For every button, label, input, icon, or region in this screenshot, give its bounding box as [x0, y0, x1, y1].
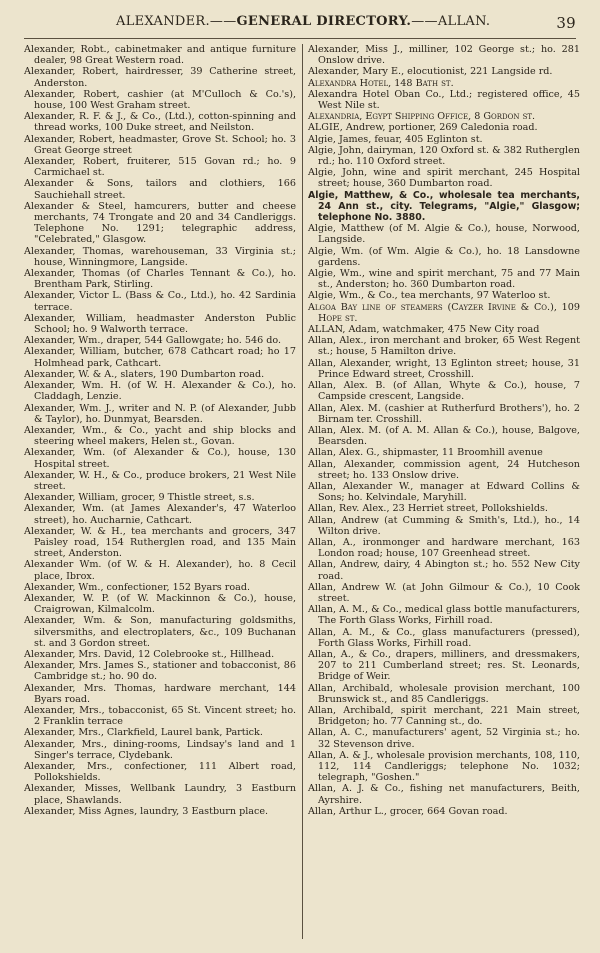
directory-entry: Alexander & Sons, tailors and clothiers, 166 Sauchiehall street.	[24, 178, 296, 201]
directory-entry: Algie, Matthew (of M. Algie & Co.), house, Norwood, Langside.	[307, 223, 580, 246]
directory-entry: Alexander, Wm. & Son, manufacturing goldsmiths, silversmiths, and electroplaters, &c., 109 Buchanan st. and 3 Gordon street.	[24, 615, 296, 649]
directory-entry: Alexander, Mrs., confectioner, 111 Albert road, Pollokshields.	[24, 761, 296, 784]
directory-entry: Alexander, W. P. (of W. Mackinnon & Co.), house, Craigrowan, Kilmalcolm.	[24, 592, 296, 616]
directory-entry: Alexander, Mrs., tobacconist, 65 St. Vincent street; ho. 2 Franklin terrace	[24, 704, 296, 728]
directory-entry: Allan, Andrew (at Cumming & Smith's, Ltd.), ho., 14 Wilton drive.	[307, 514, 580, 537]
directory-entry: Alexandra Hotel, 148 Bath st.	[307, 77, 454, 89]
directory-entry: Alexander, Victor L. (Bass & Co., Ltd.), ho. 42 Sardinia terrace.	[24, 290, 296, 313]
directory-entry: Alexander, Wm. H. (of W. H. Alexander & Co.), ho. Claddagh, Lenzie.	[24, 380, 296, 403]
directory-entry: Allan, Alexander, wright, 13 Eglinton street; house, 31 Prince Edward street, Crosshill.	[307, 357, 580, 380]
header-dash-right: ——	[411, 14, 438, 29]
directory-entry: Allan, Alex., iron merchant and broker, 65 West Regent st.; house, 5 Hamilton drive.	[307, 335, 580, 358]
directory-entry: Allan, Alex. M. (cashier at Rutherfurd Brothers'), ho. 2 Birnam ter. Crosshill.	[307, 402, 580, 425]
directory-entry: Allan, A. C., manufacturers' agent, 52 Virginia st.; ho. 32 Stevenson drive.	[307, 727, 580, 750]
directory-entry: Algie, Wm., & Co., tea merchants, 97 Waterloo st.	[307, 290, 551, 302]
directory-entry: Algie, Wm. (of Wm. Algie & Co.), ho. 18 Lansdowne gardens.	[307, 245, 580, 268]
directory-entry: Algoa Bay line of steamers (Cayzer Irvine & Co.), 109 Hope st.	[307, 301, 580, 324]
directory-entry: Algie, Matthew, & Co., wholesale tea merchants, 24 Ann st., city. Telegrams, "Algie," Glasgow; telephone No. 3880.	[307, 189, 580, 224]
directory-entry: Allan, A., & Co., drapers, milliners, and dressmakers, 207 to 211 Cumberland street; res. St. Leonards, Bridge of Weir.	[307, 648, 580, 683]
directory-entry: Alexander, William, butcher, 678 Cathcart road; ho 17 Holmhead park, Cathcart.	[24, 346, 296, 369]
directory-entry: Alexander, Miss Agnes, laundry, 3 Eastburn place.	[24, 805, 269, 817]
page-header	[24, 14, 576, 34]
directory-entry: Alexander, Wm. (of Alexander & Co.), house, 130 Hospital street.	[24, 447, 296, 470]
directory-entry: Allan, Arthur L., grocer, 664 Govan road.	[307, 805, 508, 817]
running-head-left: ALEXANDER.	[116, 14, 210, 29]
directory-entry: Alexander, W. H., & Co., produce brokers, 21 West Nile street.	[24, 469, 296, 492]
directory-entry: ALGIE, Andrew, portioner, 269 Caledonia road.	[307, 122, 538, 134]
directory-entry: Alexander, Wm., confectioner, 152 Byars road.	[24, 581, 251, 593]
directory-entry: Allan, A. J. & Co., fishing net manufacturers, Beith, Ayrshire.	[307, 783, 580, 806]
directory-entry: ALLAN, Adam, watchmaker, 475 New City road	[307, 324, 540, 336]
directory-entry: Alexander, Robt., cabinetmaker and antique furniture dealer, 98 Great Western road.	[24, 44, 296, 67]
directory-entry: Alexander, R. F. & J., & Co., (Ltd.), cotton-spinning and thread works, 100 Duke street, and Neilston.	[24, 111, 296, 134]
directory-entry: Allan, Alexander, commission agent, 24 Hutcheson street; ho. 133 Onslow drive.	[307, 458, 580, 481]
column-divider	[302, 44, 303, 939]
directory-entry: Alexander, William, grocer, 9 Thistle street, s.s.	[24, 492, 255, 504]
directory-entry: Algie, John, dairyman, 120 Oxford st. & 382 Rutherglen rd.; ho. 110 Oxford street.	[307, 144, 580, 168]
directory-entry: Allan, Archibald, wholesale provision merchant, 100 Brunswick st., and 85 Candleriggs.	[307, 682, 580, 705]
directory-entry: Alexander, Mrs., Clarkfield, Laurel bank, Partick.	[24, 727, 263, 739]
directory-entry: Algie, Wm., wine and spirit merchant, 75 and 77 Main st., Anderston; ho. 360 Dumbarton road.	[307, 268, 580, 291]
directory-entry: Allan, Andrew W. (at John Gilmour & Co.), 10 Cook street.	[307, 581, 580, 604]
directory-entry: Alexander, Misses, Wellbank Laundry, 3 Eastburn place, Shawlands.	[24, 783, 296, 806]
directory-entry: Allan, Andrew, dairy, 4 Abington st.; ho. 552 New City road.	[307, 559, 580, 582]
directory-entry: Allan, Rev. Alex., 23 Herriet street, Pollokshields.	[307, 503, 548, 515]
directory-entry: Allan, Alex. M. (of A. M. Allan & Co.), house, Balgove, Bearsden.	[307, 424, 580, 448]
running-head-right: ALLAN.	[437, 14, 491, 29]
directory-entry: Allan, Alex. G., shipmaster, 11 Broomhill avenue	[307, 447, 543, 459]
right-column	[305, 44, 580, 939]
directory-entry: Alexander, Mrs. James S., stationer and tobacconist, 86 Cambridge st.; ho. 90 do.	[24, 660, 296, 683]
header-dash-left: ——	[209, 14, 237, 29]
directory-entry: Alexander Wm. (of W. & H. Alexander), ho. 8 Cecil place, Ibrox.	[24, 559, 296, 582]
directory-entry: Alexander, Robert, fruiterer, 515 Govan rd.; ho. 9 Carmichael st.	[24, 156, 296, 179]
directory-entry: Allan, A. & J., wholesale provision merchants, 108, 110, 112, 114 Candleriggs; telephone No. 1032; telegraph, "Goshen."	[307, 749, 580, 784]
directory-entry: Alexander, Thomas (of Charles Tennant & Co.), ho. Brentham Park, Stirling.	[24, 268, 296, 291]
directory-entry: Alexandra Hotel Oban Co., Ltd.; registered office, 45 West Nile st.	[307, 88, 580, 112]
directory-entry: Alexander, Mary E., elocutionist, 221 Langside rd.	[307, 66, 553, 78]
directory-entry: Alexander, W. & H., tea merchants and grocers, 347 Paisley road, 154 Rutherglen road, and 135 Main street, Anderston.	[24, 525, 296, 560]
directory-entry: Allan, Alex. B. (of Allan, Whyte & Co.), house, 7 Campside crescent, Langside.	[307, 380, 580, 403]
directory-entry: Alexander, Thomas, warehouseman, 33 Virginia st.; house, Winningmore, Langside.	[24, 245, 296, 268]
directory-entry: Alexander, Mrs. Thomas, hardware merchant, 144 Byars road.	[24, 682, 296, 705]
directory-entry: Allan, A. M., & Co., glass manufacturers (pressed), Forth Glass Works, Firhill road.	[307, 626, 580, 649]
directory-entry: Alexander, Robert, hairdresser, 39 Catherine street, Anderston.	[24, 66, 296, 89]
running-head-title: GENERAL DIRECTORY.	[236, 14, 412, 29]
directory-entry: Alexander, Wm., & Co., yacht and ship blocks and steering wheel makers, Helen st., Govan.	[24, 424, 296, 448]
directory-entry: Alexander, Mrs., dining-rooms, Lindsay's land and 1 Singer's terrace, Clydebank.	[24, 738, 296, 761]
directory-entry: Alexander & Steel, hamcurers, butter and cheese merchants, 74 Trongate and 20 and 34 Candleriggs. Telephone No. 1291; telegraphic address, "Celebrated," Glasgow.	[24, 200, 296, 246]
directory-columns	[24, 44, 580, 939]
running-head	[116, 14, 490, 29]
directory-entry: Allan, A. M., & Co., medical glass bottle manufacturers, The Forth Glass Works, Firhill road.	[307, 604, 580, 627]
left-column	[24, 44, 300, 939]
directory-entry: Alexander, W. & A., slaters, 190 Dumbarton road.	[24, 368, 265, 380]
header-rule	[24, 38, 576, 39]
directory-entry: Alexander, Robert, cashier (at M'Culloch & Co.'s), house, 100 West Graham street.	[24, 88, 296, 112]
directory-entry: Alexander, Robert, headmaster, Grove St. School; ho. 3 Great George street	[24, 133, 296, 156]
directory-entry: Alexander, William, headmaster Anderston Public School; ho. 9 Walworth terrace.	[24, 312, 296, 336]
directory-entry: Allan, A., ironmonger and hardware merchant, 163 London road; house, 107 Greenhead street.	[307, 536, 580, 560]
directory-entry: Alexander, Mrs. David, 12 Colebrooke st., Hillhead.	[24, 648, 275, 660]
directory-entry: Algie, James, feuar, 405 Eglinton st.	[307, 133, 483, 145]
directory-entry: Algie, John, wine and spirit merchant, 245 Hospital street; house, 360 Dumbarton road.	[307, 167, 580, 190]
directory-entry: Allan, Archibald, spirit merchant, 221 Main street, Bridgeton; ho. 77 Canning st., do.	[307, 704, 580, 728]
directory-entry: Alexander, Wm. (at James Alexander's, 47 Waterloo street), ho. Aucharnie, Cathcart.	[24, 503, 296, 526]
directory-entry: Allan, Alexander W., manager at Edward Collins & Sons; ho. Kelvindale, Maryhill.	[307, 480, 580, 504]
directory-entry: Alexander, Wm. J., writer and N. P. (of Alexander, Jubb & Taylor), ho. Dunmyat, Bearsden.	[24, 402, 296, 425]
page-number: 39	[556, 14, 576, 32]
directory-entry: Alexander, Miss J., milliner, 102 George st.; ho. 281 Onslow drive.	[307, 44, 580, 67]
directory-entry: Alexander, Wm., draper, 544 Gallowgate; ho. 546 do.	[24, 335, 282, 347]
directory-entry: Alexandria, Egypt Shipping Office, 8 Gordon st.	[307, 111, 536, 123]
